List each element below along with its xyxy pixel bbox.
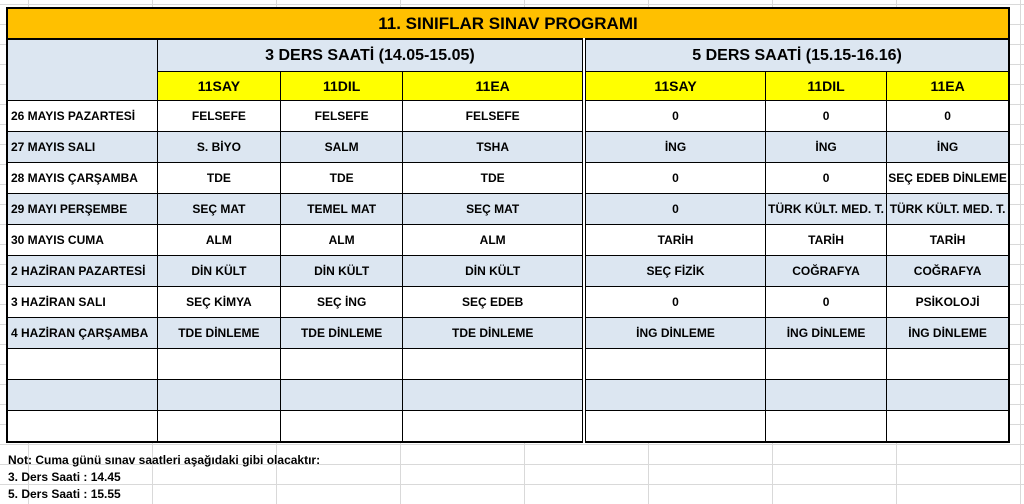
period-header-3[interactable]: 3 DERS SAATİ (14.05-15.05) (157, 39, 584, 72)
exam-cell[interactable]: TDE DİNLEME (403, 318, 584, 349)
note-line: Not: Cuma günü sınav saatleri aşağıdaki gibi olacaktır: (8, 453, 321, 467)
schedule-row (7, 101, 1009, 132)
exam-cell[interactable]: TARİH (887, 225, 1009, 256)
exam-cell[interactable] (887, 411, 1009, 443)
exam-cell[interactable]: 0 (584, 194, 765, 225)
corner-cell[interactable] (7, 39, 157, 101)
exam-cell[interactable]: TÜRK KÜLT. MED. T. (887, 194, 1009, 225)
exam-cell[interactable]: TEMEL MAT (281, 194, 403, 225)
day-cell[interactable]: 27 MAYIS SALI (7, 132, 157, 163)
exam-cell[interactable]: SEÇ EDEB (403, 287, 584, 318)
exam-cell[interactable]: TÜRK KÜLT. MED. T. (765, 194, 886, 225)
exam-cell[interactable]: TSHA (403, 132, 584, 163)
exam-cell[interactable] (765, 349, 886, 380)
exam-cell[interactable] (403, 411, 584, 443)
day-cell[interactable]: 4 HAZİRAN ÇARŞAMBA (7, 318, 157, 349)
day-cell[interactable]: 3 HAZİRAN SALI (7, 287, 157, 318)
exam-cell[interactable]: 0 (584, 163, 765, 194)
exam-cell[interactable]: PSİKOLOJİ (887, 287, 1009, 318)
exam-cell[interactable]: SEÇ İNG (281, 287, 403, 318)
schedule-row (7, 194, 1009, 225)
exam-cell[interactable]: DİN KÜLT (403, 256, 584, 287)
exam-cell[interactable] (281, 380, 403, 411)
exam-cell[interactable] (281, 411, 403, 443)
exam-cell[interactable]: 0 (584, 101, 765, 132)
day-cell[interactable]: 2 HAZİRAN PAZARTESİ (7, 256, 157, 287)
exam-cell[interactable] (157, 349, 280, 380)
exam-cell[interactable]: ALM (157, 225, 280, 256)
exam-cell[interactable]: 0 (765, 287, 886, 318)
schedule-row (7, 132, 1009, 163)
exam-cell[interactable]: FELSEFE (281, 101, 403, 132)
exam-cell[interactable]: 0 (765, 101, 886, 132)
schedule-row (7, 318, 1009, 349)
exam-cell[interactable] (403, 349, 584, 380)
day-cell[interactable]: 30 MAYIS CUMA (7, 225, 157, 256)
exam-cell[interactable]: DİN KÜLT (157, 256, 280, 287)
day-cell[interactable]: 26 MAYIS PAZARTESİ (7, 101, 157, 132)
exam-cell[interactable] (157, 380, 280, 411)
note-line: 3. Ders Saati : 14.45 (8, 470, 121, 484)
exam-cell[interactable]: SALM (281, 132, 403, 163)
exam-cell[interactable]: TARİH (765, 225, 886, 256)
exam-cell[interactable]: 0 (584, 287, 765, 318)
exam-cell[interactable] (765, 411, 886, 443)
exam-cell[interactable]: SEÇ MAT (157, 194, 280, 225)
exam-cell[interactable]: İNG DİNLEME (887, 318, 1009, 349)
exam-cell[interactable]: TDE DİNLEME (281, 318, 403, 349)
exam-cell[interactable] (403, 380, 584, 411)
exam-cell[interactable]: SEÇ KİMYA (157, 287, 280, 318)
exam-cell[interactable]: İNG DİNLEME (765, 318, 886, 349)
exam-cell[interactable]: İNG (584, 132, 765, 163)
exam-cell[interactable]: 0 (765, 163, 886, 194)
exam-cell[interactable]: S. BİYO (157, 132, 280, 163)
day-cell[interactable] (7, 411, 157, 443)
class-header[interactable]: 11SAY (157, 72, 280, 101)
exam-cell[interactable]: 0 (887, 101, 1009, 132)
exam-cell[interactable]: İNG DİNLEME (584, 318, 765, 349)
period-header-5[interactable]: 5 DERS SAATİ (15.15-16.16) (584, 39, 1009, 72)
schedule-row (7, 287, 1009, 318)
exam-cell[interactable] (765, 380, 886, 411)
schedule-row (7, 349, 1009, 380)
exam-cell[interactable]: SEÇ MAT (403, 194, 584, 225)
exam-cell[interactable]: DİN KÜLT (281, 256, 403, 287)
day-cell[interactable] (7, 380, 157, 411)
class-header[interactable]: 11EA (403, 72, 584, 101)
exam-cell[interactable]: ALM (281, 225, 403, 256)
exam-cell[interactable] (887, 380, 1009, 411)
exam-cell[interactable]: TARİH (584, 225, 765, 256)
exam-cell[interactable]: SEÇ FİZİK (584, 256, 765, 287)
note-line: 5. Ders Saati : 15.55 (8, 487, 121, 501)
class-header[interactable]: 11DIL (765, 72, 886, 101)
day-cell[interactable]: 28 MAYIS ÇARŞAMBA (7, 163, 157, 194)
exam-cell[interactable]: TDE (157, 163, 280, 194)
schedule-title[interactable]: 11. SINIFLAR SINAV PROGRAMI (7, 8, 1009, 39)
exam-cell[interactable]: SEÇ EDEB DİNLEME (887, 163, 1009, 194)
day-cell[interactable] (7, 349, 157, 380)
exam-cell[interactable] (584, 411, 765, 443)
schedule-row (7, 380, 1009, 411)
exam-cell[interactable] (584, 349, 765, 380)
day-cell[interactable]: 29 MAYI PERŞEMBE (7, 194, 157, 225)
exam-cell[interactable] (584, 380, 765, 411)
exam-cell[interactable]: ALM (403, 225, 584, 256)
exam-cell[interactable]: İNG (887, 132, 1009, 163)
schedule-row (7, 256, 1009, 287)
schedule-row (7, 163, 1009, 194)
class-header[interactable]: 11DIL (281, 72, 403, 101)
schedule-note (8, 452, 320, 503)
exam-cell[interactable]: COĞRAFYA (887, 256, 1009, 287)
schedule-row (7, 225, 1009, 256)
exam-cell[interactable]: TDE (281, 163, 403, 194)
exam-cell[interactable] (887, 349, 1009, 380)
schedule-row (7, 411, 1009, 443)
exam-cell[interactable]: İNG (765, 132, 886, 163)
exam-cell[interactable]: TDE DİNLEME (157, 318, 280, 349)
exam-schedule-table (6, 7, 1010, 443)
exam-cell[interactable]: COĞRAFYA (765, 256, 886, 287)
exam-cell[interactable]: FELSEFE (157, 101, 280, 132)
exam-cell[interactable]: FELSEFE (403, 101, 584, 132)
exam-cell[interactable] (281, 349, 403, 380)
exam-cell[interactable] (157, 411, 280, 443)
class-header[interactable]: 11EA (887, 72, 1009, 101)
class-header[interactable]: 11SAY (584, 72, 765, 101)
exam-cell[interactable]: TDE (403, 163, 584, 194)
